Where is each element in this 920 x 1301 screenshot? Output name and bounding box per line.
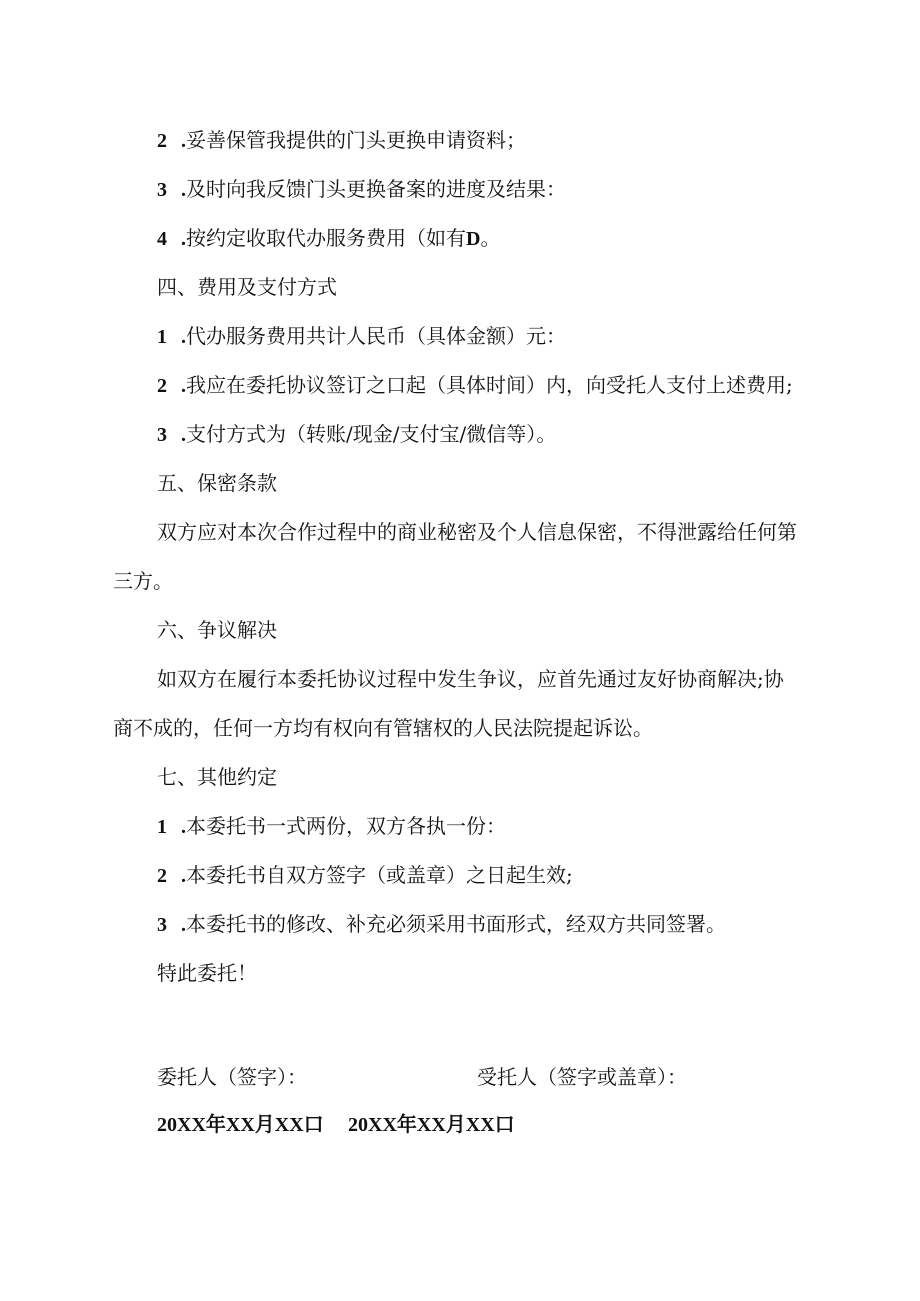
fee-item-text: 我应在委托协议签订之口起（具体时间）内，向受托人支付上述费用;: [186, 373, 793, 397]
other-item-3: 3 .本委托书的修改、补充必须采用书面形式，经双方共同签署。: [157, 912, 726, 936]
duty-item-2: 2 .妥善保管我提供的门头更换申请资料；: [157, 128, 526, 152]
fee-item-1: 1 .代办服务费用共计人民币（具体金额）元：: [157, 324, 566, 348]
disputes-paragraph-line2: 商不成的，任何一方均有权向有管辖权的人民法院提起诉讼。: [113, 716, 653, 740]
closing-statement: 特此委托！: [157, 961, 257, 985]
fee-item-2: 2 .我应在委托协议签订之口起（具体时间）内，向受托人支付上述费用;: [157, 373, 793, 397]
section-heading-other: 七、其他约定: [157, 765, 277, 789]
confidentiality-paragraph-line2: 三方。: [113, 569, 173, 593]
fee-item-number: 2: [157, 375, 167, 397]
principal-signature-label: 委托人（签字）：: [157, 1065, 307, 1089]
duty-item-end: 。: [480, 226, 501, 250]
fee-item-number: 1: [157, 326, 167, 348]
other-item-number: 2: [157, 865, 167, 887]
fee-item-text: 代办服务费用共计人民币（具体金额）元：: [186, 324, 566, 348]
duty-item-number: 4: [157, 228, 167, 250]
fee-item-text: 支付方式为（转账/现金/支付宝/微信等）。: [186, 422, 557, 446]
principal-date: 20XX年XX月XX口: [157, 1114, 324, 1136]
fee-item-number: 3: [157, 424, 167, 446]
disputes-paragraph-line1: 如双方在履行本委托协议过程中发生争议，应首先通过友好协商解决;协: [157, 667, 784, 691]
section-heading-disputes: 六、争议解决: [157, 618, 277, 642]
other-item-text: 本委托书自双方签字（或盖章）之日起生效;: [186, 863, 573, 887]
duty-item-text: 妥善保管我提供的门头更换申请资料；: [186, 128, 526, 152]
other-item-1: 1 .本委托书一式两份，双方各执一份：: [157, 814, 506, 838]
section-heading-fees: 四、费用及支付方式: [157, 275, 337, 299]
duty-item-number: 3: [157, 179, 167, 201]
other-item-number: 1: [157, 816, 167, 838]
confidentiality-paragraph-line1: 双方应对本次合作过程中的商业秘密及个人信息保密，不得泄露给任何第: [157, 520, 797, 544]
fee-item-3: 3 .支付方式为（转账/现金/支付宝/微信等）。: [157, 422, 557, 446]
other-item-text: 本委托书一式两份，双方各执一份：: [186, 814, 506, 838]
other-item-number: 3: [157, 914, 167, 936]
other-item-text: 本委托书的修改、补充必须采用书面形式，经双方共同签署。: [186, 912, 726, 936]
duty-item-3: 3 .及时向我反馈门头更换备案的进度及结果：: [157, 177, 566, 201]
duty-item-tail: D: [466, 228, 481, 250]
section-heading-confidentiality: 五、保密条款: [157, 471, 277, 495]
duty-item-text: 及时向我反馈门头更换备案的进度及结果：: [186, 177, 566, 201]
agent-date: 20XX年XX月XX口: [348, 1114, 515, 1136]
duty-item-number: 2: [157, 130, 167, 152]
agent-signature-label: 受托人（签字或盖章）：: [477, 1065, 687, 1089]
duty-item-text: 按约定收取代办服务费用（如有: [186, 226, 466, 250]
duty-item-4: 4 .按约定收取代办服务费用（如有D。: [157, 226, 501, 250]
other-item-2: 2 .本委托书自双方签字（或盖章）之日起生效;: [157, 863, 573, 887]
